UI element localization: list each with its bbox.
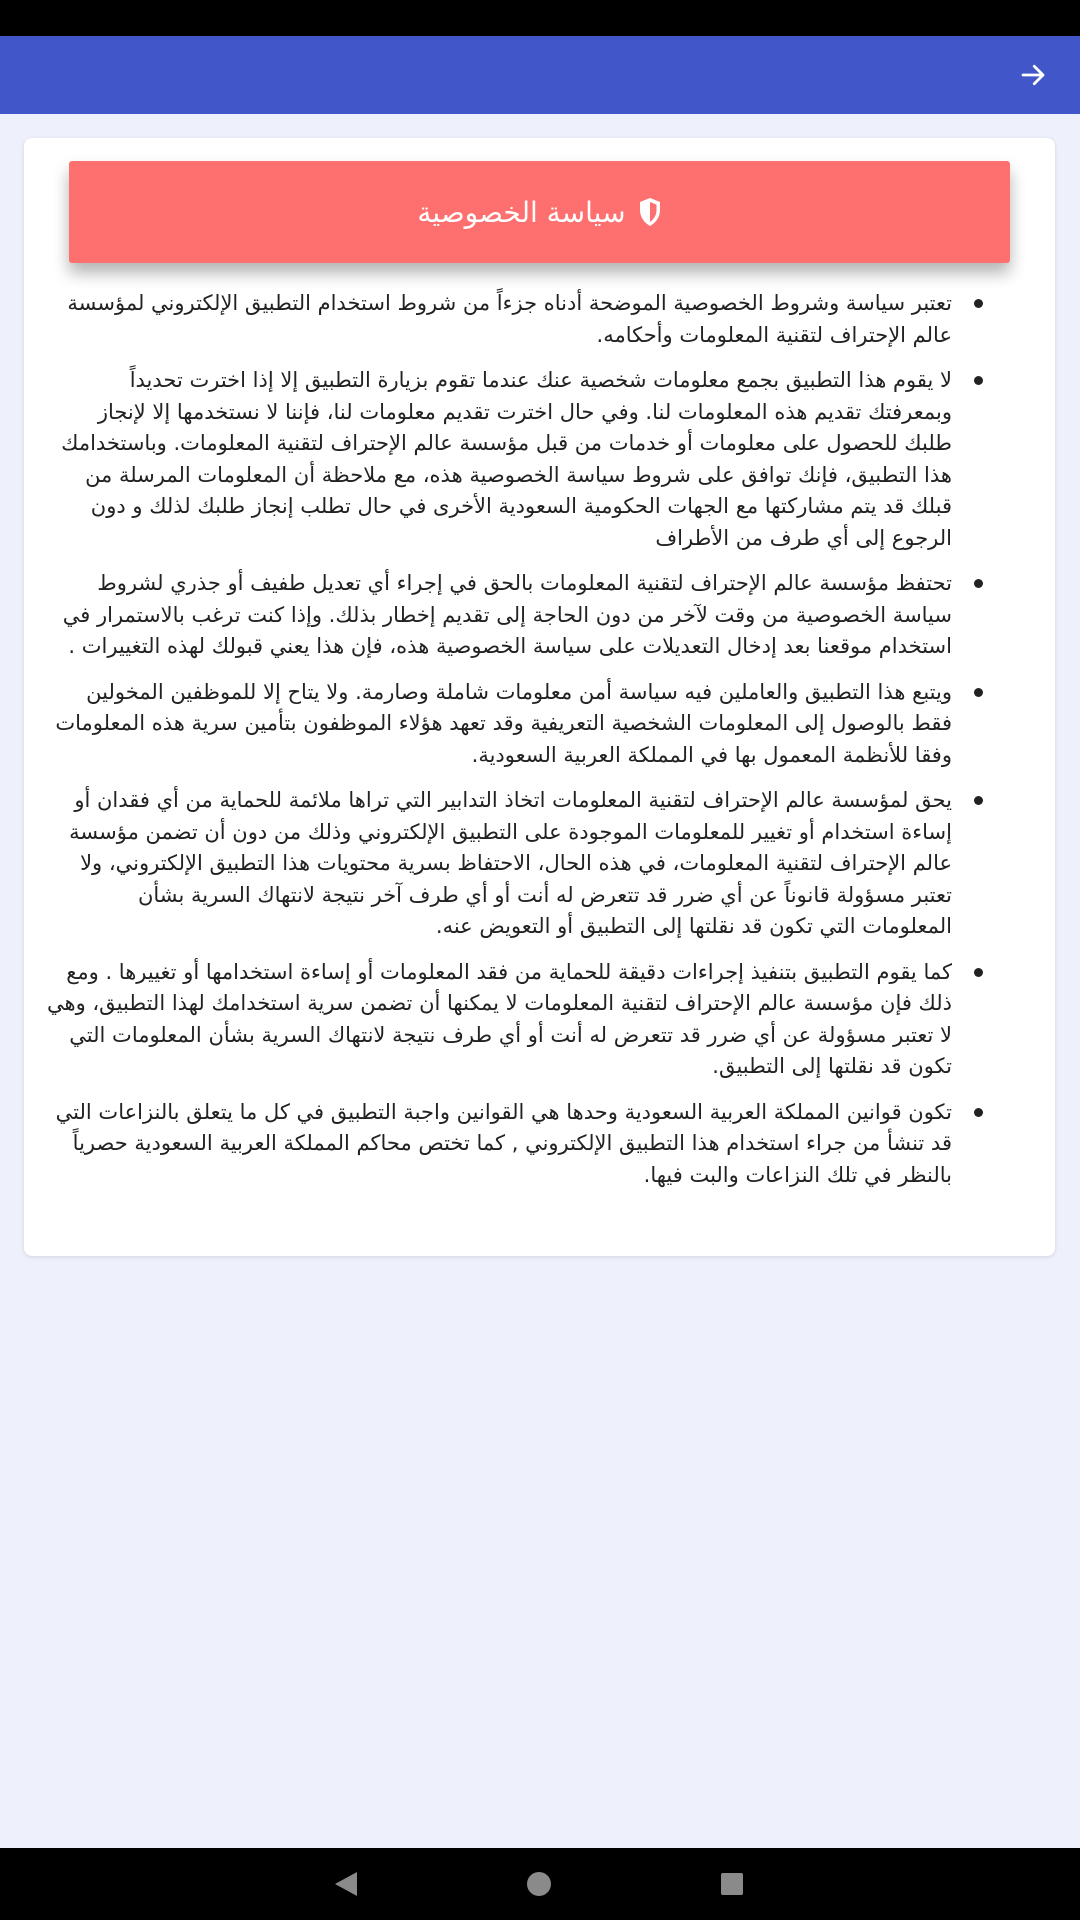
app-bar <box>0 36 1080 114</box>
arrow-right-icon <box>1018 60 1048 90</box>
nav-recents-button[interactable] <box>714 1866 750 1902</box>
nav-home-button[interactable] <box>521 1866 557 1902</box>
navigation-bar <box>0 1848 1080 1920</box>
policy-text: ويتبع هذا التطبيق والعاملين فيه سياسة أمن معلومات شاملة وصارمة. ولا يتاح إلا للموظفين المخولين فقط بالوصول إلى المعلومات الشخصية التعريفية وقد تعهد هؤلاء الموظفون بتأمين سرية هذه المعلومات وفقا للأنظمة المعمول بها في المملكة العربية السعودية. <box>55 679 952 767</box>
title-banner <box>69 161 1010 263</box>
policy-text: تحتفظ مؤسسة عالم الإحتراف لتقنية المعلومات بالحق في إجراء أي تعديل طفيف أو جذري لشروط سياسة الخصوصية من وقت لآخر من دون الحاجة إلى تقديم إخطار بذلك. وإذا كنت ترغب بالاستمرار في استخدام موقعنا بعد إدخال التعديلات على سياسة الخصوصية هذه، فإن هذا يعني قبولك لهذه التغييرات . <box>62 571 952 658</box>
circle-home-icon <box>526 1871 552 1897</box>
policy-text: تعتبر سياسة وشروط الخصوصية الموضحة أدناه جزءاً من شروط استخدام التطبيق الإلكتروني لمؤسسة عالم الإحتراف لتقنية المعلومات وأحكامه. <box>67 291 952 347</box>
triangle-back-icon <box>333 1870 359 1898</box>
square-recents-icon <box>720 1872 744 1896</box>
bullet <box>974 968 983 977</box>
policy-text: تكون قوانين المملكة العربية السعودية وحدها هي القوانين واجبة التطبيق في كل ما يتعلق بالنزاعات التي قد تنشأ من جراء استخدام هذا التطبيق الإلكتروني , كما تختص محاكم المملكة العربية السعودية حصرياً بالنظر في تلك النزاعات والبت فيها. <box>55 1099 952 1187</box>
policy-item <box>44 365 1034 554</box>
bullet <box>974 796 983 805</box>
policy-item <box>44 677 1034 772</box>
nav-back-button[interactable] <box>328 1866 364 1902</box>
policy-item <box>44 568 1034 663</box>
bullet <box>974 1108 983 1117</box>
policy-item <box>44 1097 1034 1192</box>
bullet <box>974 299 983 308</box>
bullet <box>974 376 983 385</box>
shield-icon <box>638 197 662 227</box>
policy-item <box>44 957 1034 1083</box>
policy-text: يحق لمؤسسة عالم الإحتراف لتقنية المعلومات اتخاذ التدابير التي تراها ملائمة للحماية من أي فقدان أو إساءة استخدام أو تغيير للمعلومات الموجودة على التطبيق الإلكتروني وذلك من دون أن تضمن مؤسسة عالم الإحتراف لتقنية المعلومات، في هذه الحال، الاحتفاظ بسرية محتويات هذا التطبيق الإلكتروني، ولا تعتبر مسؤولة قانوناً عن أي ضرر قد تتعرض له أنت أو أي طرف آخر نتيجة لانتهاك السرية بشأن المعلومات التي تكون قد نقلتها إلى التطبيق أو التعويض عنه. <box>69 788 952 938</box>
page-title: سياسة الخصوصية <box>417 195 626 229</box>
bullet <box>974 688 983 697</box>
status-bar <box>0 0 1080 36</box>
policy-list <box>44 288 1034 1205</box>
policy-text: لا يقوم هذا التطبيق بجمع معلومات شخصية عنك عندما تقوم بزيارة التطبيق إلا إذا اخترت تحديداً وبمعرفتك تقديم هذه المعلومات لنا. وفي حال اخترت تقديم معلومات لنا، فإننا لا نستخدمها إلا لإنجاز طلبك للحصول على معلومات أو خدمات من قبل مؤسسة عالم الإحتراف لتقنية المعلومات. وباستخدامك هذا التطبيق، فإنك توافق على شروط سياسة الخصوصية هذه، مع ملاحظة أن المعلومات المرسلة من قبلك قد يتم مشاركتها مع الجهات الحكومية السعودية الأخرى في حال تطلب إنجاز طلبك لذلك و دون الرجوع إلى أي طرف من الأطراف <box>61 368 952 550</box>
bullet <box>974 579 983 588</box>
privacy-card <box>24 138 1055 1256</box>
policy-text: كما يقوم التطبيق بتنفيذ إجراءات دقيقة للحماية من فقد المعلومات أو إساءة استخدامها أو تغييرها . ومع ذلك فإن مؤسسة عالم الإحتراف لتقنية المعلومات لا يمكنها أن تضمن سرية استخدامك لهذا التطبيق، وهي لا تعتبر مسؤولة عن أي ضرر قد تتعرض له أنت أو أي طرف نتيجة لانتهاك السرية بشأن المعلومات التي تكون قد نقلتها إلى التطبيق. <box>47 959 952 1078</box>
policy-item <box>44 785 1034 943</box>
back-button[interactable] <box>1008 50 1058 100</box>
policy-item <box>44 288 1034 351</box>
